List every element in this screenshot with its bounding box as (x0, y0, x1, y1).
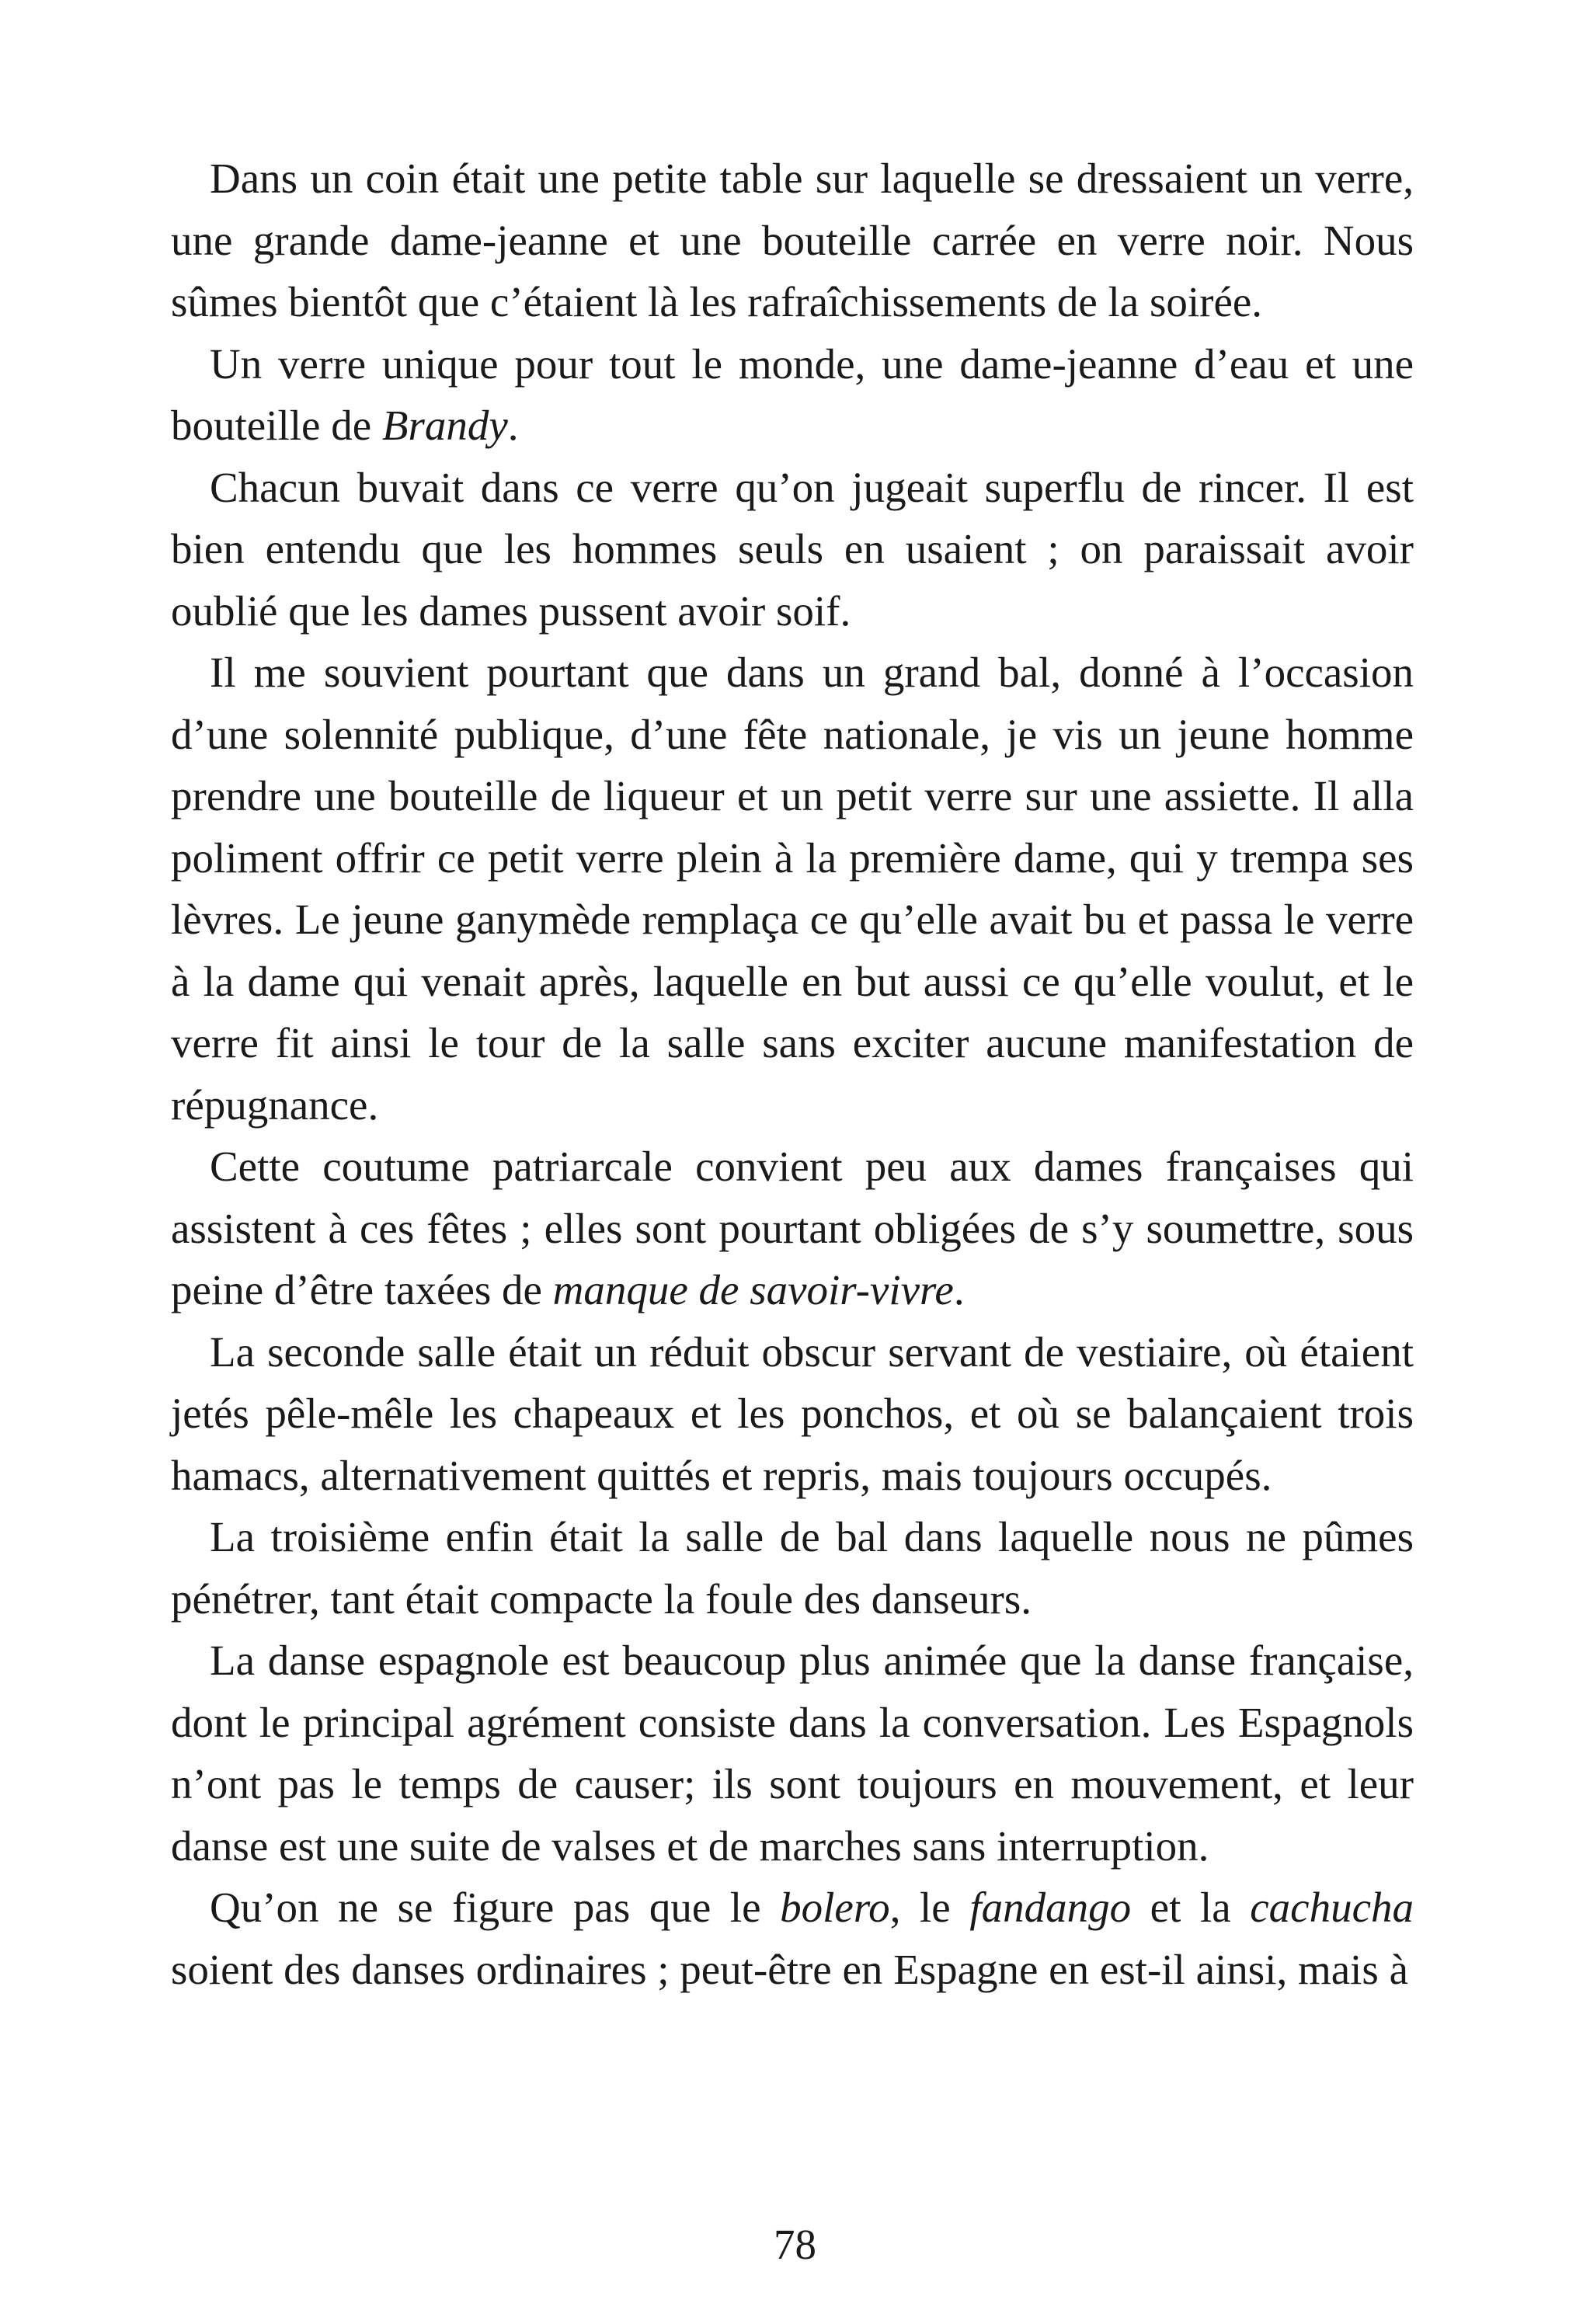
text-run: Cette coutume patriarcale convient peu aux dames françaises qui assistent à ces fêtes ; elles sont pourtant obligées de s’y soumettre, sous peine d’être taxées de (171, 1143, 1414, 1313)
text-run: et la (1131, 1884, 1251, 1931)
text-run: La seconde salle était un réduit obscur servant de vestiaire, où étaient jetés pêle-mêle les chapeaux et les ponchos, et où se balançaient trois hamacs, alternativement quittés et repris, mais toujours occupés. (171, 1327, 1414, 1499)
italic-term: cachucha (1250, 1884, 1414, 1931)
paragraph (171, 148, 1414, 333)
text-run: , le (889, 1884, 970, 1931)
text-run: Dans un coin était une petite table sur laquelle se dressaient un verre, une grande dame-jeanne et une bouteille carrée en verre noir. Nous sûmes bientôt que c’étaient là les rafraîchissements de la soirée. (171, 155, 1414, 325)
text-run: Chacun buvait dans ce verre qu’on jugeait superflu de rincer. Il est bien entendu que les hommes seuls en usaient ; on paraissait avoir oublié que les dames pussent avoir soif. (171, 463, 1414, 635)
italic-term: fandango (969, 1884, 1132, 1931)
paragraph (171, 457, 1414, 642)
italic-term: bolero (780, 1884, 890, 1931)
text-run: Qu’on ne se figure pas que le (210, 1884, 781, 1931)
italic-term: Brandy (381, 402, 508, 449)
paragraph (171, 642, 1414, 1136)
text-run: . (953, 1266, 965, 1313)
text-run: La troisième enfin était la salle de bal dans laquelle nous ne pûmes pénétrer, tant était compacte la foule des danseurs. (171, 1513, 1414, 1623)
paragraph (171, 1136, 1414, 1321)
italic-term: manque de savoir-vivre (552, 1266, 954, 1313)
paragraph (171, 1506, 1414, 1630)
page-number: 78 (774, 2221, 816, 2268)
text-run: soient des danses ordinaires ; peut-être en Espagne en est-il ainsi, mais à (171, 1945, 1408, 1993)
text-run: Un verre unique pour tout le monde, une dame-jeanne d’eau et une bouteille de (171, 339, 1414, 449)
paragraph (171, 1321, 1414, 1507)
paragraph (171, 1877, 1414, 2000)
paragraph (171, 1630, 1414, 1877)
paragraph (171, 333, 1414, 457)
body-text (171, 148, 1414, 2000)
text-run: Il me souvient pourtant que dans un grand bal, donné à l’occasion d’une solennité publique, d’une fête nationale, je vis un jeune homme prendre une bouteille de liqueur et un petit verre sur une assiette. Il alla poliment offrir ce petit verre plein à la première dame, qui y trempa ses lèvres. Le jeune ganymède remplaça ce qu’elle avait bu et passa le verre à la dame qui venait après, laquelle en but aussi ce qu’elle voulut, et le verre fit ainsi le tour de la salle sans exciter aucune manifestation de répugnance. (171, 649, 1414, 1129)
text-run: . (507, 402, 519, 449)
text-run: La danse espagnole est beaucoup plus animée que la danse française, dont le principal agrément consiste dans la conversation. Les Espagnols n’ont pas le temps de causer; ils sont toujours en mouvement, et leur danse est une suite de valses et de marches sans interruption. (171, 1637, 1414, 1870)
